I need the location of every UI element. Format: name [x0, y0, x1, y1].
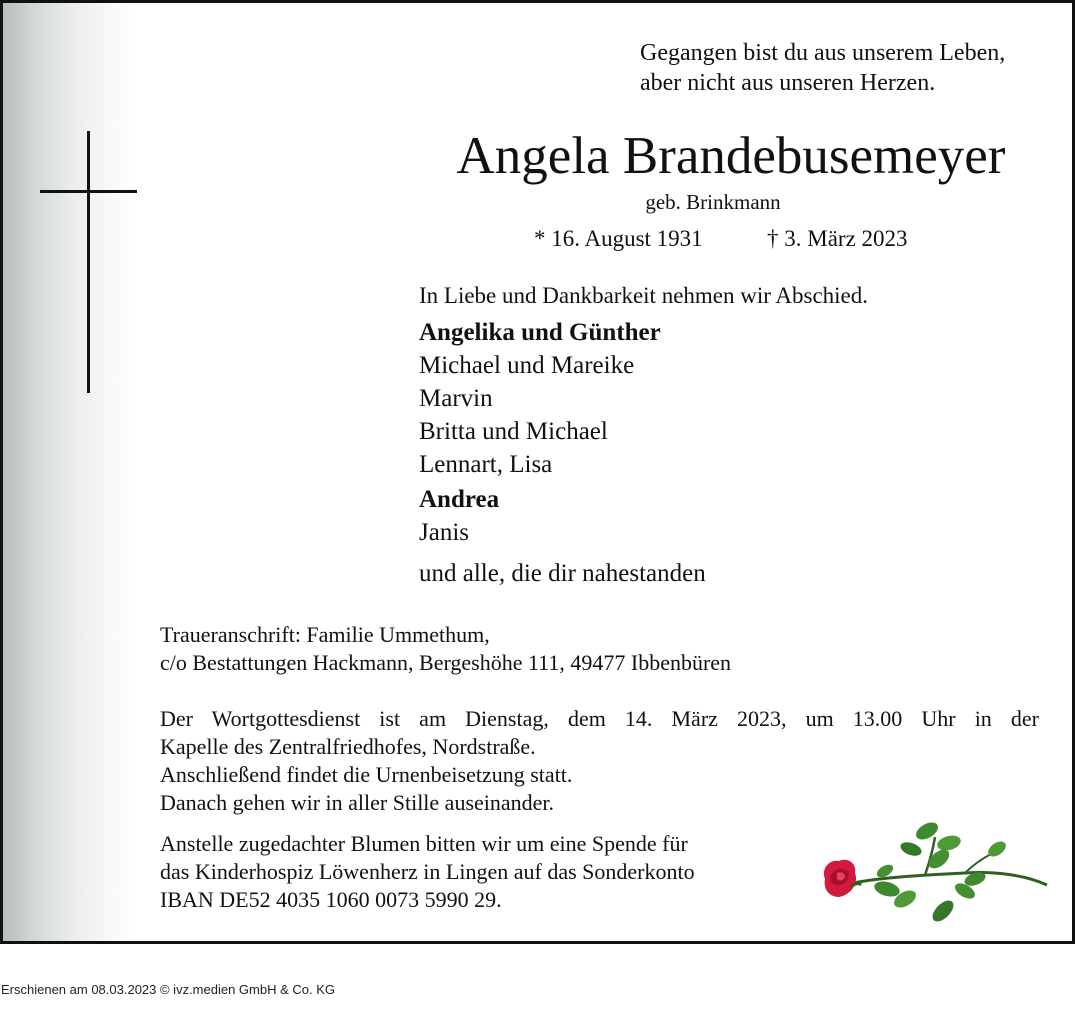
- motto-line: aber nicht aus unseren Herzen.: [640, 70, 936, 96]
- family-head: Andrea: [419, 486, 500, 513]
- family-closing: und alle, die dir nahestanden: [419, 560, 706, 587]
- motto-line: Gegangen bist du aus unserem Leben,: [640, 40, 1006, 66]
- address-line: Traueranschrift: Familie Ummethum,: [160, 622, 490, 647]
- birth-name: geb. Brinkmann: [645, 190, 781, 214]
- death-date: † 3. März 2023: [767, 226, 908, 251]
- motto: [640, 38, 1005, 98]
- donation-line: IBAN DE52 4035 1060 0073 5990 29.: [160, 887, 502, 912]
- publication-footer: Erschienen am 08.03.2023 © ivz.medien GmbH & Co. KG: [1, 982, 336, 997]
- service-line: Anschließend findet die Urnenbeisetzung statt.: [160, 762, 573, 787]
- cross-vertical-bar: [87, 131, 90, 393]
- donation-info: [160, 830, 695, 914]
- family-member: Lennart, Lisa: [419, 451, 553, 478]
- deceased-name: Angela Brandebusemeyer: [456, 127, 1006, 185]
- mourners-list: [419, 316, 706, 590]
- donation-line: Anstelle zugedachter Blumen bitten wir um eine Spende für: [160, 831, 688, 856]
- family-head: Angelika und Günther: [419, 319, 661, 346]
- mourning-address: [160, 621, 731, 677]
- service-line: Kapelle des Zentralfriedhofes, Nordstraße.: [160, 734, 536, 759]
- family-member: Michael und Mareike: [419, 352, 635, 379]
- family-member: Britta und Michael: [419, 418, 608, 445]
- service-info: [160, 705, 1039, 817]
- farewell-text: In Liebe und Dankbarkeit nehmen wir Abschied.: [419, 283, 869, 308]
- cross-horizontal-bar: [40, 190, 137, 193]
- service-line: Danach gehen wir in aller Stille auseinander.: [160, 790, 555, 815]
- birth-date: * 16. August 1931: [534, 226, 703, 251]
- donation-line: das Kinderhospiz Löwenherz in Lingen auf das Sonderkonto: [160, 859, 695, 884]
- address-line: c/o Bestattungen Hackmann, Bergeshöhe 111, 49477 Ibbenbüren: [160, 650, 732, 675]
- side-gradient: [3, 3, 133, 941]
- family-member: Marvin: [419, 385, 493, 412]
- rose-icon: [815, 813, 1051, 925]
- service-line: Der Wortgottesdienst ist am Dienstag, dem 14. März 2023, um 13.00 Uhr in der: [160, 706, 1039, 731]
- family-member: Janis: [419, 519, 469, 546]
